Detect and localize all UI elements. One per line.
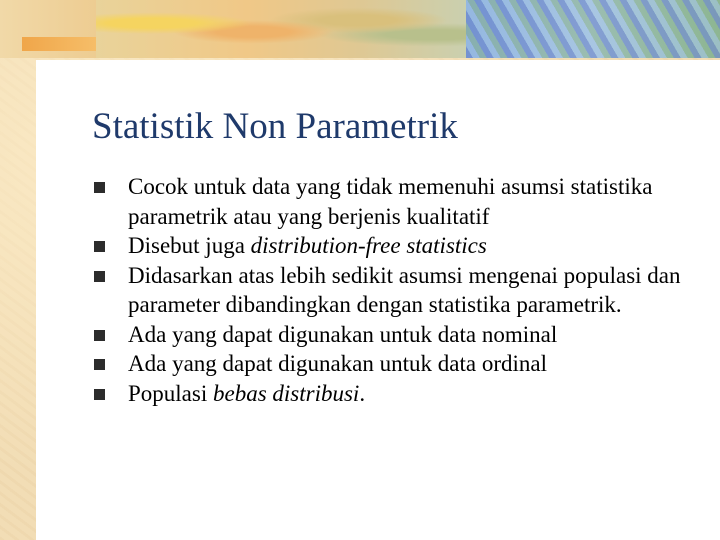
bullet-text: Didasarkan atas lebih sedikit asumsi mengenai populasi dan parameter dibandingkan dengan statistika parametrik. xyxy=(128,262,681,317)
bullet-text: Cocok untuk data yang tidak memenuhi asumsi statistika parametrik atau yang berjenis kualitatif xyxy=(128,174,653,229)
bullet-item xyxy=(92,261,692,320)
bullet-list xyxy=(92,172,692,408)
banner-orange-bar xyxy=(22,37,100,51)
bullet-text: Ada yang dapat digunakan untuk data nominal xyxy=(128,321,558,347)
bullet-text: Ada yang dapat digunakan untuk data ordinal xyxy=(128,351,547,376)
slide-title: Statistik Non Parametrik xyxy=(92,106,458,147)
square-bullet-icon xyxy=(94,330,105,341)
bullet-item xyxy=(92,349,692,379)
square-bullet-icon xyxy=(94,359,105,370)
bullet-item xyxy=(92,172,692,231)
banner-mosaic-image xyxy=(466,0,720,58)
square-bullet-icon xyxy=(94,241,105,252)
square-bullet-icon xyxy=(94,271,105,282)
banner-leaves-image xyxy=(96,0,471,58)
bullet-item xyxy=(92,231,692,261)
bullet-text-italic: distribution-free statistics xyxy=(250,233,487,258)
bullet-text-italic: bebas distribusi xyxy=(212,380,360,406)
square-bullet-icon xyxy=(94,182,105,193)
bullet-text-end: . xyxy=(359,380,366,406)
bullet-item xyxy=(92,320,692,350)
bullet-item xyxy=(92,379,692,409)
decorative-banner xyxy=(0,0,720,62)
bullet-text: Disebut juga xyxy=(128,233,251,258)
square-bullet-icon xyxy=(94,389,105,400)
bullet-text: Populasi xyxy=(128,380,213,406)
